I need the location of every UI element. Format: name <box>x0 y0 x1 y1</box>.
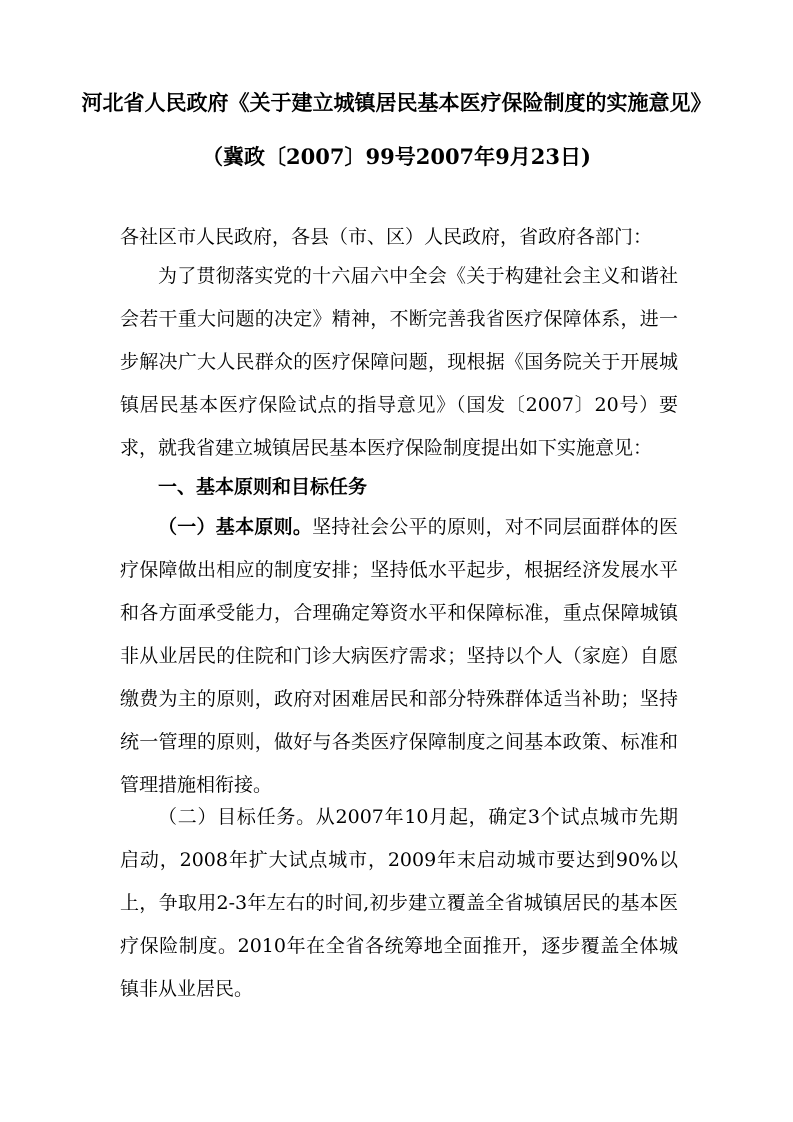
paragraph-targets <box>120 796 678 1011</box>
paragraph-body-basic-principles: 坚持社会公平的原则，对不同层面群体的医疗保障做出相应的制度安排；坚持低水平起步，根据经济发展水平和各方面承受能力，合理确定筹资水平和保障标准，重点保障城镇非从业居民的住院和门诊大病医疗需求；坚持以个人（家庭）自愿缴费为主的原则，政府对困难居民和部分特殊群体适当补助；坚持统一管理的原则，做好与各类医疗保障制度之间基本政策、标准和管理措施相衔接。 <box>120 516 678 796</box>
paragraph-basic-principles <box>120 506 678 807</box>
paragraph-lead-targets: （二）目标任务。 <box>158 806 316 828</box>
paragraph-lead-basic-principles: （一）基本原则。 <box>158 516 313 538</box>
document-subtitle: （冀政〔2007〕99号2007年9月23日) <box>202 144 591 169</box>
paragraph-body-targets: 从2007年10月起，确定3个试点城市先期启动，2008年扩大试点城市，2009年末启动城市要达到90%以上，争取用2-3年左右的时间,初步建立覆盖全省城镇居民的基本医疗保险制度。2010年在全省各统筹地全面推开，逐步覆盖全体城镇非从业居民。 <box>120 806 678 1000</box>
salutation: 各社区市人民政府，各县（市、区）人民政府，省政府各部门： <box>120 226 653 248</box>
section-heading-1: 一、基本原则和目标任务 <box>158 476 368 498</box>
intro-paragraph: 为了贯彻落实党的十六届六中全会《关于构建社会主义和谐社会若干重大问题的决定》精神，不断完善我省医疗保障体系，进一步解决广大人民群众的医疗保障问题，现根据《国务院关于开展城镇居民基本医疗保险试点的指导意见》（国发〔2007〕20号）要求，就我省建立城镇居民基本医疗保险制度提出如下实施意见： <box>120 265 678 459</box>
document-title: 河北省人民政府《关于建立城镇居民基本医疗保险制度的实施意见》 <box>81 90 712 115</box>
